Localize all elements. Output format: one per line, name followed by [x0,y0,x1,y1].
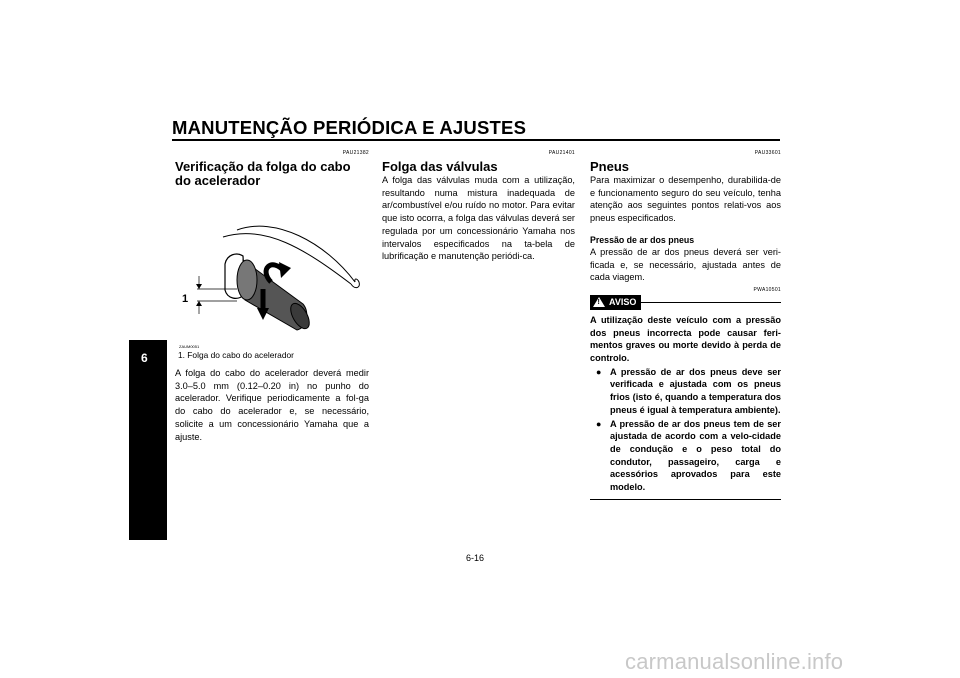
subsection-body: A pressão de ar dos pneus deverá ser veri-ficada e, se necessário, ajustada antes de cada viagem. [590,246,781,283]
warning-badge [590,295,641,310]
bullet-icon: ● [596,366,602,377]
header-rule [172,139,780,141]
warning-rule [641,302,781,303]
section-code: PAU21382 [342,150,369,156]
section-code: PAU21401 [548,150,575,156]
page-header-title: MANUTENÇÃO PERIÓDICA E AJUSTES [172,117,527,138]
section-body: Para maximizar o desempenho, durabilida-de e funcionamento seguro do seu veículo, tenha atenção aos seguintes pontos relati-vos aos pneus especificados. [590,175,781,224]
chapter-tab-number: 6 [141,351,148,365]
section-heading: Verificação da folga do cabo do acelerador [175,159,351,188]
bullet-text: A pressão de ar dos pneus tem de ser ajustada de acordo com a velo-cidade de condução e o peso total do condutor, passageiro, carga e acessórios aprovados para este modelo. [610,418,781,493]
column-valve-clearance [382,150,575,263]
section-body: A folga do cabo do acelerador deverá medir 3.0–5.0 mm (0.12–0.20 in) no punho do acelerador. Verifique periodicamente a fol-ga do cabo do acelerador e, se necessário, solicite a um concessionário Yamaha que a ajuste. [175,368,369,442]
bullet-icon: ● [596,418,602,429]
section-code: PAU33601 [754,150,781,156]
subsection-heading: Pressão de ar dos pneus [590,234,695,245]
figure-caption: 1. Folga do cabo do acelerador [178,350,294,360]
chapter-tab [129,340,167,540]
warning-text: A utilização deste veículo com a pressão dos pneus incorrecta pode causar feri-mentos graves ou morte devido à perda de controlo. [590,314,781,364]
warning-triangle-icon: ! [593,297,605,307]
throttle-grip-illustration [175,194,368,350]
figure-code: ZAUM0051 [179,344,200,349]
warning-code: PWA10501 [753,286,781,293]
watermark: carmanualsonline.info [625,649,844,674]
warning-header [590,295,781,310]
throttle-grip-drawing [175,194,368,344]
bullet-text: A pressão de ar dos pneus deve ser verificada e ajustada com os pneus frios (isto é, quando a temperatura dos pneus é igual à temperatura ambiente). [610,366,781,415]
warning-end-rule [590,499,781,500]
column-throttle-cable [175,150,369,443]
section-heading: Pneus [590,159,630,174]
warning-label: AVISO [609,297,637,308]
section-body: A folga das válvulas muda com a utilização, resultando numa mistura inadequada de ar/combustível e/ou ruído no motor. Para evitar que isto ocorra, a folga das válvulas deverá ser regulada por um concessionário Yamaha nos intervalos especificados na ta-bela de lubrificação e manutenção periódi-ca. [382,175,575,262]
page-number: 6-16 [466,553,485,563]
warning-bullet [590,418,781,494]
warning-bullet [590,366,781,417]
section-heading: Folga das válvulas [382,159,498,174]
figure-callout-1: 1 [182,293,189,305]
column-tires [590,150,781,500]
